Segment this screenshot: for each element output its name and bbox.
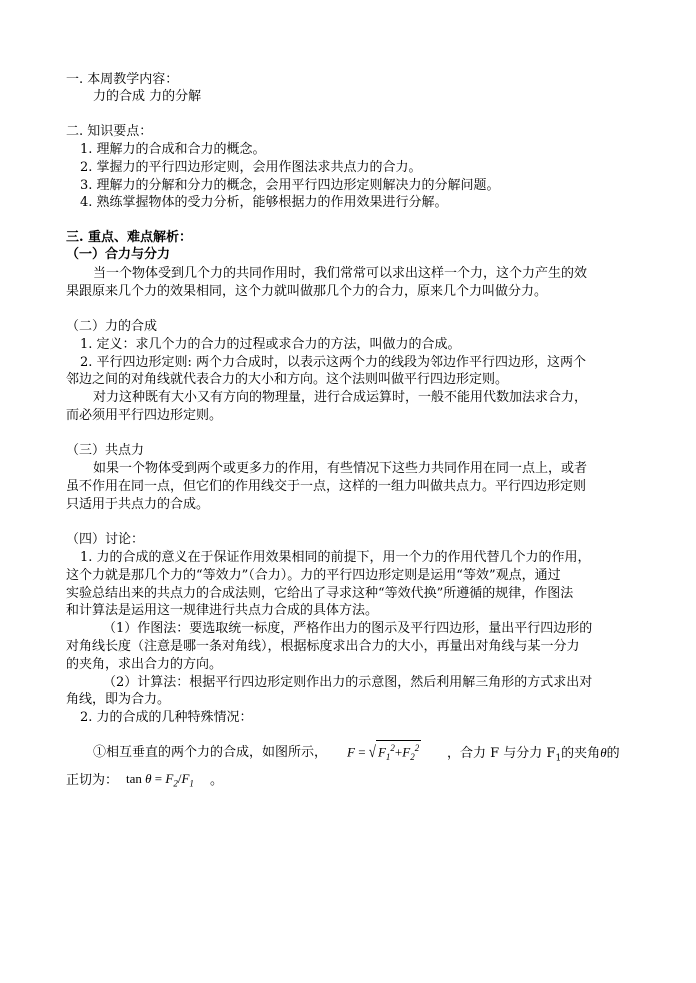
knowledge-item-3: 3. 理解力的分解和分力的概念，会用平行四边形定则解决力的分解问题。: [80, 178, 500, 193]
subsection-3-line-2: 虽不作用在同一点，但它们的作用线交于一点，这样的一组力叫做共点力。平行四边形定则: [66, 479, 587, 494]
subsection-2-line-3: 邻边之间的对角线就代表合力的大小和方向。这个法则叫做平行四边形定则。: [66, 372, 509, 387]
subsection-2-line-2: 2. 平行四边形定则: 两个力合成时，以表示这两个力的线段为邻边作平行四边形，这两个: [80, 355, 587, 370]
subsection-3-line-3: 只适用于共点力的合成。: [66, 497, 210, 512]
section-2-heading: 二. 知识要点：: [66, 124, 153, 139]
special-case-1-end: 。: [210, 773, 224, 788]
tangent-formula: $\tan \theta = F_2/F_1$: [126, 771, 194, 789]
subsection-4-line-4: 和计算法是运用这一规律进行共点力合成的具体方法。: [66, 603, 379, 618]
subsection-4-line-8: （2）计算法：根据平行四边形定则作出力的示意图，然后利用解三角形的方式求出对: [103, 675, 593, 690]
subsection-4-line-3: 实验总结出来的共点力的合成法则，它给出了寻求这种“等效代换”所遵循的规律，作图法: [66, 586, 574, 601]
subsection-3-title: （三）共点力: [66, 443, 145, 458]
subsection-2-title: （二）力的合成: [66, 319, 158, 334]
subsection-4-line-5: （1）作图法：要选取统一标度，严格作出力的图示及平行四边形，量出平行四边形的: [103, 621, 593, 636]
subsection-4-line-9: 角线，即为合力。: [66, 692, 171, 707]
knowledge-item-2: 2. 掌握力的平行四边形定则，会用作图法求共点力的合力。: [80, 160, 422, 175]
subsection-4-line-6: 对角线长度（注意是哪一条对角线），根据标度求出合力的大小，再量出对角线与某一分力: [66, 639, 580, 654]
subsection-3-line-1: 如果一个物体受到两个或更多力的作用，有些情况下这些力共同作用在同一点上，或者: [93, 461, 588, 476]
resultant-force-formula: F = √ $F_1^2+F_2^2$: [347, 740, 421, 765]
knowledge-item-4: 4. 熟练掌握物体的受力分析，能够根据力的作用效果进行分解。: [80, 195, 448, 210]
subsection-4-line-10: 2. 力的合成的几种特殊情况：: [80, 710, 253, 725]
section-3-heading: 三. 重点、难点解析：: [66, 230, 193, 245]
subsection-4-line-2: 这个力就是那几个力的“等效力”（合力）。力的平行四边形定则是运用“等效”观点，通过: [66, 568, 561, 583]
subsection-1-line-2: 果跟原来几个力的效果相同，这个力就叫做那几个力的合力，原来几个力叫做分力。: [66, 284, 548, 299]
knowledge-item-1: 1. 理解力的合成和合力的概念。: [80, 142, 266, 157]
subsection-2-line-1: 1. 定义：求几个力的合力的过程或求合力的方法，叫做力的合成。: [80, 337, 461, 352]
special-case-1-mid: ，合力 F 与分力 $F_1$的夹角θ的: [447, 745, 620, 764]
section-1-heading: 一. 本周教学内容：: [66, 72, 179, 87]
subsection-4-line-7: 的夹角，求出合力的方向。: [66, 657, 223, 672]
square-root-icon: √: [368, 742, 376, 762]
subsection-4-line-1: 1. 力的合成的意义在于保证作用效果相同的前提下，用一个力的作用代替几个力的作用，: [80, 550, 591, 565]
special-case-1-pre-2: 正切为：: [66, 773, 119, 788]
subsection-2-line-5: 而必须用平行四边形定则。: [66, 408, 223, 423]
subsection-4-title: （四）讨论：: [66, 532, 145, 547]
special-case-1-pre: ①相互垂直的两个力的合成，如图所示，: [93, 745, 328, 760]
subsection-1-line-1: 当一个物体受到几个力的共同作用时，我们常常可以求出这样一个力，这个力产生的效: [93, 266, 588, 281]
section-1-content: 力的合成 力的分解: [93, 89, 202, 104]
subsection-2-line-4: 对力这种既有大小又有方向的物理量，进行合成运算时，一般不能用代数加法求合力，: [93, 390, 588, 405]
subsection-1-title: （一）合力与分力: [66, 247, 171, 262]
